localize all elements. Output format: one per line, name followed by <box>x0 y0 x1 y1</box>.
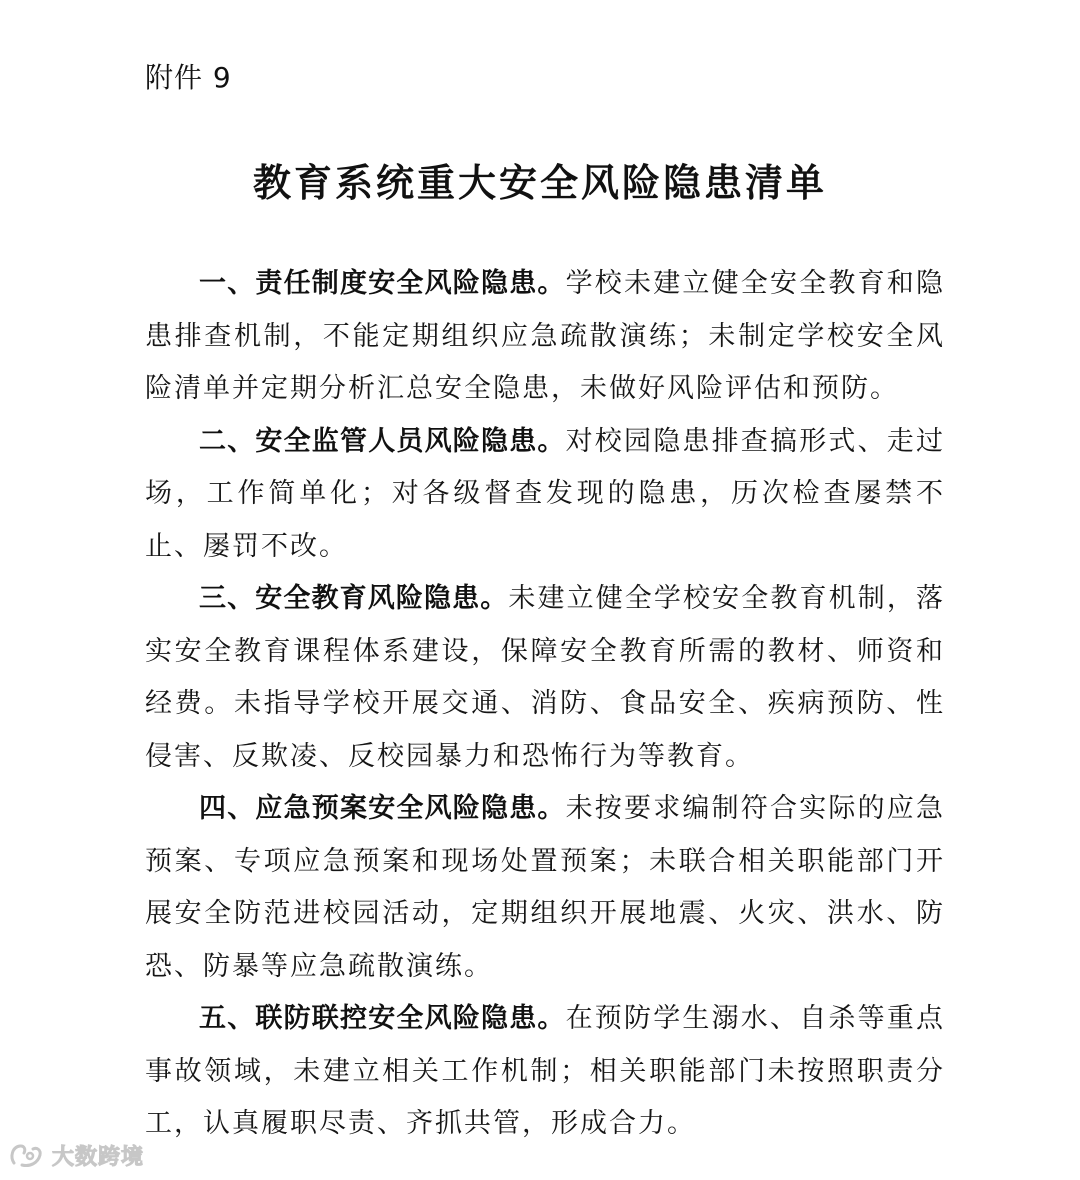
watermark <box>8 1140 144 1171</box>
watermark-logo-icon <box>8 1141 48 1171</box>
document-body <box>145 258 945 1151</box>
section-heading-2: 二、安全监管人员风险隐患。 <box>199 425 566 457</box>
watermark-text: 大数跨境 <box>52 1145 145 1170</box>
section-heading-4: 四、应急预案安全风险隐患。 <box>199 793 566 824</box>
section-paragraph-5 <box>145 993 945 1151</box>
section-paragraph-2 <box>145 416 945 574</box>
section-text-1: 学校未建立健全安全教育和隐患排查机制，不能定期组织应急疏散演练；未制定学校安全风险清单并定期分析汇总安全隐患，未做好风险评估和预防。 <box>145 268 946 404</box>
section-paragraph-1 <box>145 258 945 416</box>
section-text-5: 在预防学生溺水、自杀等重点事故领域，未建立相关工作机制；相关职能部门未按照职责分工，认真履职尽责、齐抓共管，形成合力。 <box>145 1003 946 1139</box>
section-heading-3: 三、安全教育风险隐患。 <box>199 583 509 614</box>
section-paragraph-3 <box>145 573 945 783</box>
section-heading-5: 五、联防联控安全风险隐患。 <box>199 1003 566 1034</box>
section-heading-1: 一、责任制度安全风险隐患。 <box>199 268 566 299</box>
section-paragraph-4 <box>145 783 945 993</box>
section-text-3: 未建立健全学校安全教育机制，落实安全教育课程体系建设，保障安全教育所需的教材、师资和经费。未指导学校开展交通、消防、食品安全、疾病预防、性侵害、反欺凌、反校园暴力和恐怖行为等教育。 <box>145 583 946 772</box>
section-text-2: 对校园隐患排查搞形式、走过场，工作简单化；对各级督查发现的隐患，历次检查屡禁不止、屡罚不改。 <box>145 425 946 562</box>
document-title: 教育系统重大安全风险隐患清单 <box>252 161 827 205</box>
section-text-4: 未按要求编制符合实际的应急预案、专项应急预案和现场处置预案；未联合相关职能部门开展安全防范进校园活动，定期组织开展地震、火灾、洪水、防恐、防暴等应急疏散演练。 <box>145 793 946 982</box>
attachment-label: 附件 9 <box>145 61 232 94</box>
